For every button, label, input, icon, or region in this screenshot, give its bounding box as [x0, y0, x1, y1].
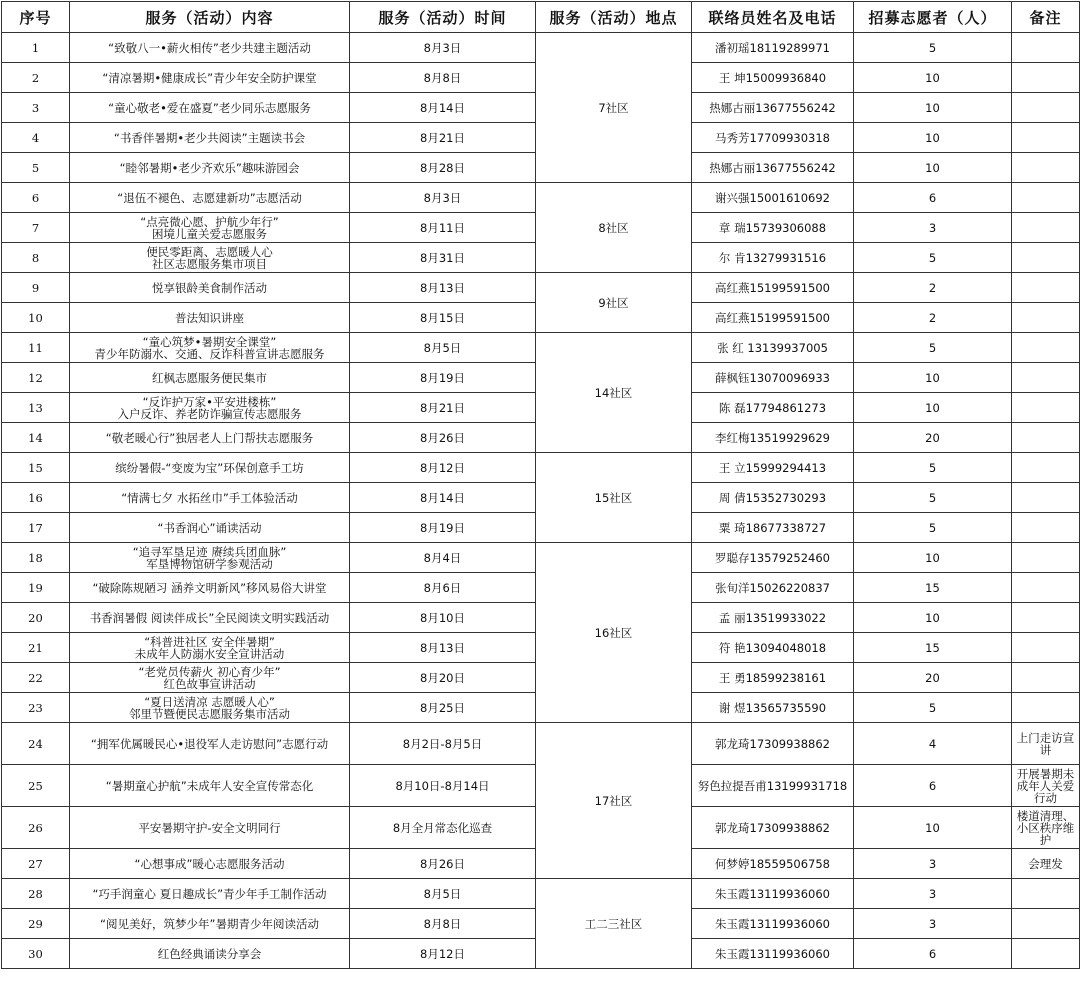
table-row: [2, 333, 1080, 363]
table-row: [2, 183, 1080, 213]
remarks-cell: [1012, 243, 1080, 273]
location-cell: 15社区: [536, 453, 692, 543]
contact-cell: 王 坤15009936840: [692, 63, 854, 93]
time-cell: 8月21日: [350, 393, 536, 423]
time-cell: 8月31日: [350, 243, 536, 273]
time-cell: 8月25日: [350, 693, 536, 723]
remarks-cell-line: 护: [1039, 832, 1052, 847]
contact-cell: 郭龙琦17309938862: [692, 807, 854, 849]
time-cell: 8月13日: [350, 633, 536, 663]
content-cell-line: “阅见美好，筑梦少年”暑期青少年阅读活动: [100, 916, 319, 931]
contact-cell: 朱玉霞13119936060: [692, 909, 854, 939]
seq-cell: 2: [2, 63, 70, 93]
content-cell-line: 平安暑期守护-安全文明同行: [138, 820, 281, 835]
time-cell: 8月13日: [350, 273, 536, 303]
content-cell-line: 入户反诈、养老防诈骗宣传志愿服务: [117, 406, 302, 421]
content-cell: [70, 663, 350, 693]
content-cell: [70, 423, 350, 453]
content-cell: [70, 243, 350, 273]
content-cell: [70, 603, 350, 633]
remarks-cell: [1012, 633, 1080, 663]
content-cell: [70, 879, 350, 909]
volunteers-cell: 20: [854, 423, 1012, 453]
time-cell: 8月20日: [350, 663, 536, 693]
content-cell: [70, 483, 350, 513]
time-cell: 8月4日: [350, 543, 536, 573]
location-cell: 17社区: [536, 723, 692, 879]
content-cell-line: 普法知识讲座: [175, 310, 244, 325]
remarks-cell-line: 小区秩序维: [1016, 820, 1075, 835]
time-cell: 8月8日: [350, 63, 536, 93]
remarks-cell-line: 行动: [1034, 790, 1057, 805]
time-cell: 8月全月常态化巡查: [350, 807, 536, 849]
content-cell-line: 缤纷暑假-“变废为宝”环保创意手工坊: [115, 460, 304, 475]
location-cell: 14社区: [536, 333, 692, 453]
contact-cell: 高红燕15199591500: [692, 273, 854, 303]
content-cell-line: “情满七夕 水拓丝巾”手工体验活动: [121, 490, 298, 505]
seq-cell: 16: [2, 483, 70, 513]
content-cell: [70, 723, 350, 765]
remarks-cell: [1012, 693, 1080, 723]
content-cell: [70, 513, 350, 543]
content-cell: [70, 363, 350, 393]
content-cell-line: “夏日送清凉 志愿暖人心”: [144, 694, 275, 709]
contact-cell: 张旬洋15026220837: [692, 573, 854, 603]
remarks-cell: [1012, 849, 1080, 879]
volunteers-cell: 15: [854, 633, 1012, 663]
contact-cell: 努色拉提吾甫13199931718: [692, 765, 854, 807]
content-cell: [70, 273, 350, 303]
content-cell-line: 青少年防溺水、交通、反诈科普宣讲志愿服务: [94, 346, 325, 361]
content-cell-line: 军垦博物馆研学参观活动: [146, 556, 273, 571]
time-cell: 8月8日: [350, 909, 536, 939]
header-remarks: 备注: [1012, 2, 1080, 33]
seq-cell: 11: [2, 333, 70, 363]
remarks-cell: [1012, 879, 1080, 909]
content-cell: [70, 693, 350, 723]
contact-cell: 周 倩15352730293: [692, 483, 854, 513]
content-cell-line: “敬老暖心行”独居老人上门帮扶志愿服务: [105, 430, 314, 445]
seq-cell: 1: [2, 33, 70, 63]
time-cell: 8月5日: [350, 333, 536, 363]
seq-cell: 19: [2, 573, 70, 603]
remarks-cell-line: 开展暑期未: [1016, 766, 1075, 781]
volunteers-cell: 10: [854, 393, 1012, 423]
volunteers-cell: 6: [854, 939, 1012, 969]
content-cell: [70, 453, 350, 483]
content-cell: [70, 543, 350, 573]
volunteers-cell: 15: [854, 573, 1012, 603]
contact-cell: 章 瑞15739306088: [692, 213, 854, 243]
contact-cell: 高红燕15199591500: [692, 303, 854, 333]
header-location: 服务（活动）地点: [536, 2, 692, 33]
seq-cell: 7: [2, 213, 70, 243]
content-cell-line: “点亮微心愿、护航少年行”: [140, 214, 279, 229]
seq-cell: 17: [2, 513, 70, 543]
contact-cell: 粟 琦18677338727: [692, 513, 854, 543]
contact-cell: 罗聪存13579252460: [692, 543, 854, 573]
seq-cell: 8: [2, 243, 70, 273]
volunteers-cell: 3: [854, 213, 1012, 243]
seq-cell: 24: [2, 723, 70, 765]
volunteers-cell: 2: [854, 273, 1012, 303]
volunteers-cell: 6: [854, 765, 1012, 807]
volunteers-cell: 5: [854, 693, 1012, 723]
time-cell: 8月19日: [350, 513, 536, 543]
seq-cell: 14: [2, 423, 70, 453]
contact-cell: 陈 磊17794861273: [692, 393, 854, 423]
table-body: [2, 33, 1080, 969]
seq-cell: 28: [2, 879, 70, 909]
time-cell: 8月26日: [350, 849, 536, 879]
remarks-cell: [1012, 909, 1080, 939]
content-cell-line: “暑期童心护航”未成年人安全宣传常态化: [105, 778, 314, 793]
time-cell: 8月21日: [350, 123, 536, 153]
time-cell: 8月14日: [350, 93, 536, 123]
content-cell-line: “致敬八一•薪火相传”老少共建主题活动: [108, 40, 311, 55]
time-cell: 8月12日: [350, 939, 536, 969]
content-cell: [70, 909, 350, 939]
content-cell-line: “书香伴暑期•老少共阅读”主题读书会: [113, 130, 306, 145]
content-cell: [70, 93, 350, 123]
remarks-cell: [1012, 273, 1080, 303]
seq-cell: 29: [2, 909, 70, 939]
volunteers-cell: 3: [854, 879, 1012, 909]
remarks-cell-line: 上门走访宣: [1016, 730, 1075, 745]
seq-cell: 4: [2, 123, 70, 153]
time-cell: 8月10日-8月14日: [350, 765, 536, 807]
content-cell-line: 书香润暑假 阅读伴成长”全民阅读文明实践活动: [89, 610, 330, 625]
seq-cell: 30: [2, 939, 70, 969]
content-cell-line: “童心筑梦•暑期安全课堂”: [142, 334, 277, 349]
remarks-cell: [1012, 483, 1080, 513]
time-cell: 8月15日: [350, 303, 536, 333]
contact-cell: 李红梅13519929629: [692, 423, 854, 453]
volunteers-cell: 10: [854, 363, 1012, 393]
content-cell-line: 困境儿童关爱志愿服务: [152, 226, 267, 241]
contact-cell: 王 立15999294413: [692, 453, 854, 483]
remarks-cell: [1012, 393, 1080, 423]
location-cell: 9社区: [536, 273, 692, 333]
remarks-cell: [1012, 153, 1080, 183]
content-cell-line: “破除陈规陋习 涵养文明新风”移风易俗大讲堂: [92, 580, 327, 595]
time-cell: 8月12日: [350, 453, 536, 483]
volunteers-cell: 3: [854, 909, 1012, 939]
content-cell: [70, 213, 350, 243]
volunteers-cell: 10: [854, 93, 1012, 123]
contact-cell: 谢 煜13565735590: [692, 693, 854, 723]
content-cell-line: 邻里节暨便民志愿服务集市活动: [129, 706, 290, 721]
volunteers-cell: 5: [854, 453, 1012, 483]
content-cell: [70, 33, 350, 63]
header-row: [2, 2, 1080, 33]
content-cell-line: “书香润心”诵读活动: [157, 520, 262, 535]
contact-cell: 朱玉霞13119936060: [692, 879, 854, 909]
remarks-cell: [1012, 573, 1080, 603]
location-cell: 工二三社区: [536, 879, 692, 969]
content-cell-line: “清凉暑期•健康成长”青少年安全防护课堂: [102, 70, 317, 85]
volunteers-cell: 10: [854, 123, 1012, 153]
content-cell: [70, 633, 350, 663]
contact-cell: 朱玉霞13119936060: [692, 939, 854, 969]
seq-cell: 5: [2, 153, 70, 183]
seq-cell: 22: [2, 663, 70, 693]
volunteers-cell: 5: [854, 333, 1012, 363]
content-cell-line: “巧手润童心 夏日趣成长”青少年手工制作活动: [92, 886, 327, 901]
time-cell: 8月10日: [350, 603, 536, 633]
volunteers-cell: 10: [854, 807, 1012, 849]
remarks-cell: [1012, 333, 1080, 363]
content-cell: [70, 63, 350, 93]
volunteers-cell: 2: [854, 303, 1012, 333]
volunteers-cell: 4: [854, 723, 1012, 765]
volunteers-cell: 10: [854, 543, 1012, 573]
contact-cell: 尔 肯13279931516: [692, 243, 854, 273]
seq-cell: 23: [2, 693, 70, 723]
volunteer-activity-table: [1, 1, 1080, 969]
content-cell-line: 红色故事宣讲活动: [163, 676, 256, 691]
seq-cell: 21: [2, 633, 70, 663]
content-cell-line: “老党员传薪火 初心育少年”: [138, 664, 281, 679]
time-cell: 8月14日: [350, 483, 536, 513]
content-cell-line: “追寻军垦足迹 赓续兵团血脉”: [132, 544, 287, 559]
remarks-cell: [1012, 513, 1080, 543]
seq-cell: 3: [2, 93, 70, 123]
content-cell: [70, 123, 350, 153]
content-cell: [70, 849, 350, 879]
contact-cell: 张 红 13139937005: [692, 333, 854, 363]
volunteers-cell: 10: [854, 63, 1012, 93]
remarks-cell-line: 会理发: [1028, 856, 1063, 871]
seq-cell: 27: [2, 849, 70, 879]
seq-cell: 6: [2, 183, 70, 213]
seq-cell: 25: [2, 765, 70, 807]
content-cell-line: “反诈护万家•平安进楼栋”: [142, 394, 277, 409]
volunteers-cell: 5: [854, 33, 1012, 63]
time-cell: 8月19日: [350, 363, 536, 393]
location-cell: 8社区: [536, 183, 692, 273]
volunteers-cell: 10: [854, 153, 1012, 183]
volunteers-cell: 3: [854, 849, 1012, 879]
content-cell-line: “科普进社区 安全伴暑期”: [144, 634, 275, 649]
remarks-cell: [1012, 765, 1080, 807]
time-cell: 8月3日: [350, 183, 536, 213]
contact-cell: 符 艳13094048018: [692, 633, 854, 663]
remarks-cell: [1012, 63, 1080, 93]
seq-cell: 26: [2, 807, 70, 849]
content-cell-line: “退伍不褪色、志愿建新功”志愿活动: [117, 190, 302, 205]
remarks-cell: [1012, 939, 1080, 969]
content-cell-line: “童心敬老•爱在盛夏”老少同乐志愿服务: [108, 100, 311, 115]
content-cell: [70, 333, 350, 363]
content-cell: [70, 153, 350, 183]
table-row: [2, 33, 1080, 63]
content-cell-line: “心想事成”暖心志愿服务活动: [134, 856, 285, 871]
volunteers-cell: 5: [854, 513, 1012, 543]
seq-cell: 9: [2, 273, 70, 303]
content-cell: [70, 765, 350, 807]
contact-cell: 何梦婷18559506758: [692, 849, 854, 879]
remarks-cell: [1012, 423, 1080, 453]
time-cell: 8月2日-8月5日: [350, 723, 536, 765]
content-cell: [70, 939, 350, 969]
seq-cell: 20: [2, 603, 70, 633]
content-cell-line: 悦享银龄美食制作活动: [152, 280, 267, 295]
contact-cell: 王 勇18599238161: [692, 663, 854, 693]
contact-cell: 潘初瑶18119289971: [692, 33, 854, 63]
remarks-cell-line: 成年人关爱: [1016, 778, 1075, 793]
header-content: 服务（活动）内容: [70, 2, 350, 33]
contact-cell: 孟 丽13519933022: [692, 603, 854, 633]
contact-cell: 马秀芳17709930318: [692, 123, 854, 153]
content-cell-line: 红枫志愿服务便民集市: [152, 370, 267, 385]
content-cell-line: 红色经典诵读分享会: [157, 946, 262, 961]
remarks-cell: [1012, 807, 1080, 849]
content-cell-line: 社区志愿服务集市项目: [152, 256, 267, 271]
content-cell: [70, 303, 350, 333]
contact-cell: 热娜古丽13677556242: [692, 153, 854, 183]
remarks-cell: [1012, 663, 1080, 693]
table-row: [2, 879, 1080, 909]
content-cell: [70, 393, 350, 423]
header-volunteers: 招募志愿者（人）: [854, 2, 1012, 33]
remarks-cell: [1012, 723, 1080, 765]
header-contact: 联络员姓名及电话: [692, 2, 854, 33]
content-cell-line: “拥军优属暖民心•退役军人走访慰问”志愿行动: [90, 736, 329, 751]
header-time: 服务（活动）时间: [350, 2, 536, 33]
location-cell: 16社区: [536, 543, 692, 723]
content-cell-line: 便民零距离、志愿暖人心: [146, 244, 273, 259]
volunteers-cell: 20: [854, 663, 1012, 693]
content-cell-line: “睦邻暑期•老少齐欢乐”趣味游园会: [119, 160, 300, 175]
volunteers-cell: 5: [854, 483, 1012, 513]
location-cell: 7社区: [536, 33, 692, 183]
time-cell: 8月5日: [350, 879, 536, 909]
remarks-cell: [1012, 93, 1080, 123]
remarks-cell: [1012, 543, 1080, 573]
content-cell: [70, 183, 350, 213]
content-cell: [70, 807, 350, 849]
seq-cell: 12: [2, 363, 70, 393]
time-cell: 8月3日: [350, 33, 536, 63]
table-row: [2, 723, 1080, 765]
contact-cell: 谢兴强15001610692: [692, 183, 854, 213]
remarks-cell: [1012, 123, 1080, 153]
seq-cell: 13: [2, 393, 70, 423]
time-cell: 8月26日: [350, 423, 536, 453]
content-cell-line: 未成年人防溺水安全宣讲活动: [134, 646, 285, 661]
remarks-cell-line: 楼道清理、: [1016, 808, 1075, 823]
table-row: [2, 273, 1080, 303]
header-seq: 序号: [2, 2, 70, 33]
time-cell: 8月28日: [350, 153, 536, 183]
contact-cell: 郭龙琦17309938862: [692, 723, 854, 765]
content-cell: [70, 573, 350, 603]
remarks-cell: [1012, 603, 1080, 633]
remarks-cell-line: 讲: [1039, 742, 1052, 757]
volunteers-cell: 6: [854, 183, 1012, 213]
seq-cell: 15: [2, 453, 70, 483]
volunteers-cell: 10: [854, 603, 1012, 633]
time-cell: 8月11日: [350, 213, 536, 243]
remarks-cell: [1012, 303, 1080, 333]
contact-cell: 热娜古丽13677556242: [692, 93, 854, 123]
remarks-cell: [1012, 213, 1080, 243]
table-row: [2, 453, 1080, 483]
remarks-cell: [1012, 363, 1080, 393]
table-row: [2, 543, 1080, 573]
seq-cell: 10: [2, 303, 70, 333]
remarks-cell: [1012, 33, 1080, 63]
volunteers-cell: 5: [854, 243, 1012, 273]
seq-cell: 18: [2, 543, 70, 573]
remarks-cell: [1012, 453, 1080, 483]
time-cell: 8月6日: [350, 573, 536, 603]
remarks-cell: [1012, 183, 1080, 213]
contact-cell: 薛枫钰13070096933: [692, 363, 854, 393]
